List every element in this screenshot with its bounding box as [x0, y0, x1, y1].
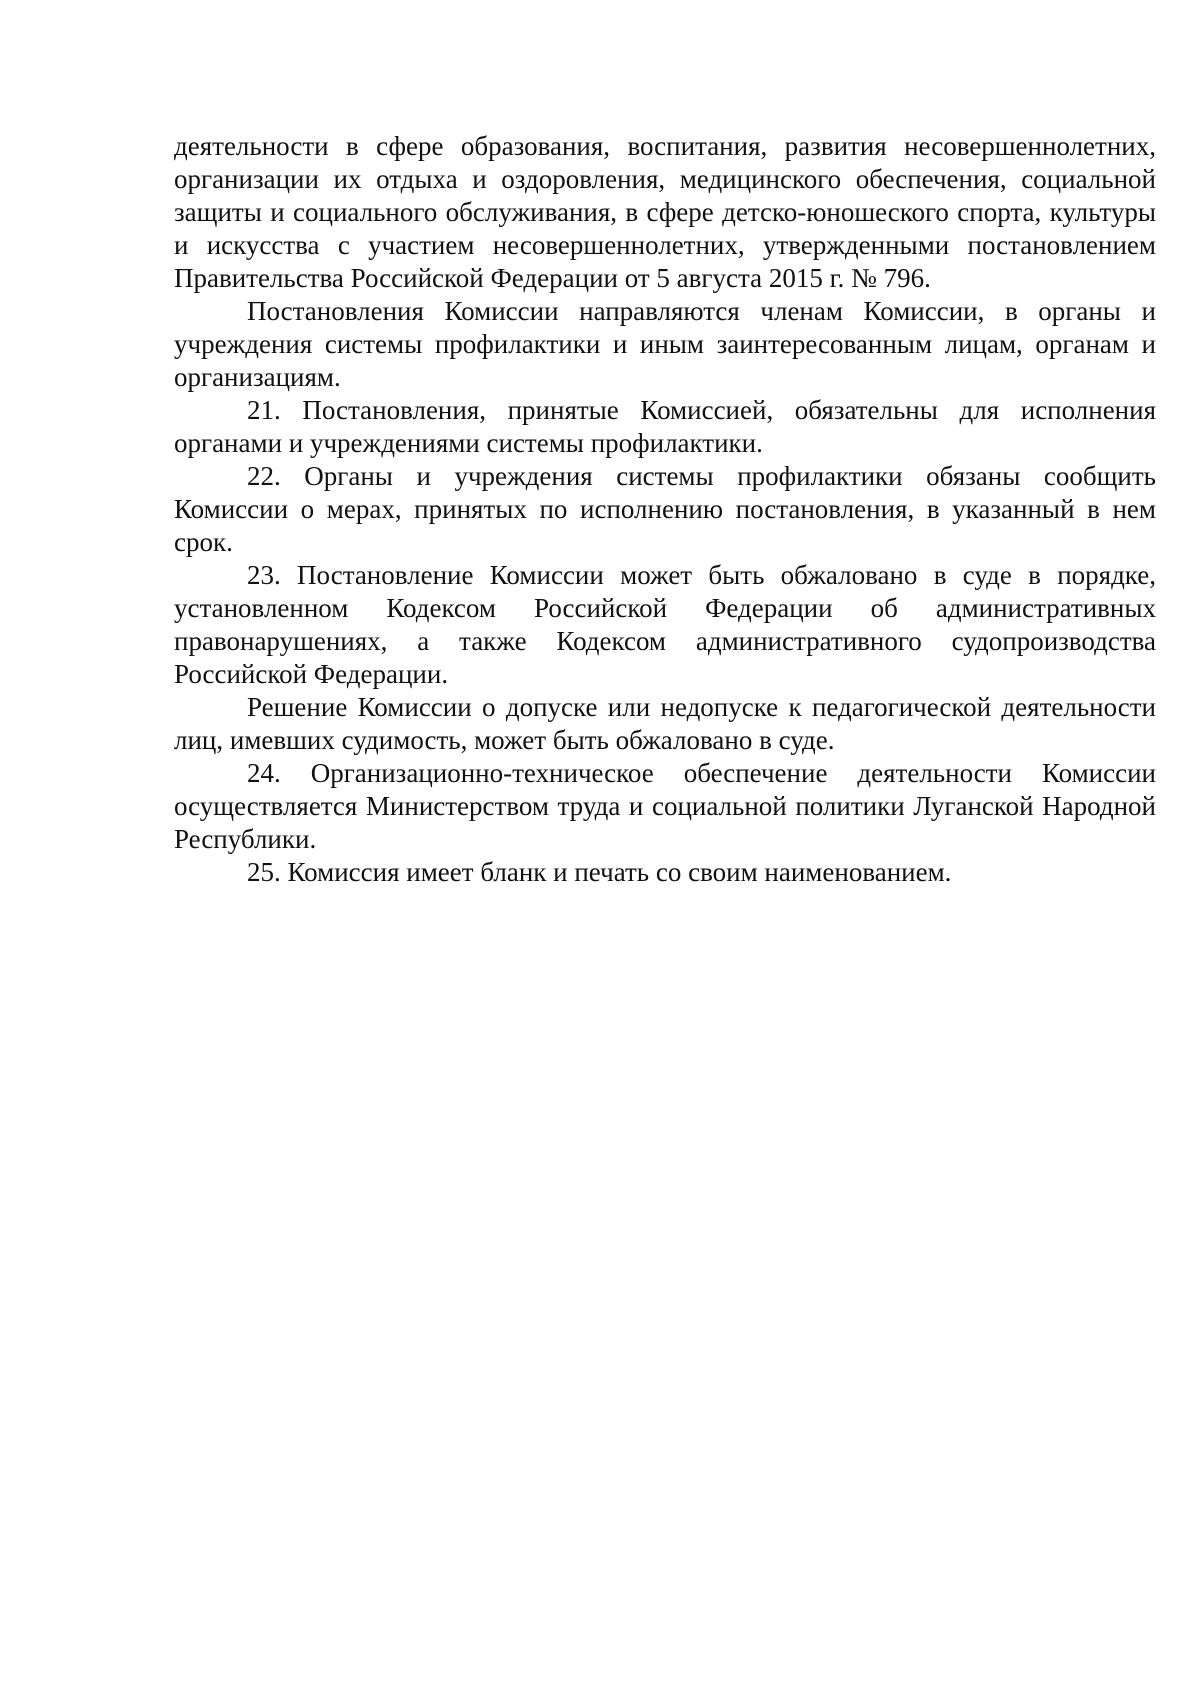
- paragraph-item-21: 21. Постановления, принятые Комиссией, обязательны для исполнения органами и учреждениями системы профилактики.: [174, 395, 1156, 458]
- document-body: [174, 130, 1156, 889]
- paragraph-resolutions-sent: Постановления Комиссии направляются членам Комиссии, в органы и учреждения системы профилактики и иным заинтересованным лицам, органам и организациям.: [174, 296, 1156, 392]
- paragraph-continuation: деятельности в сфере образования, воспитания, развития несовершеннолетних, организации их отдыха и оздоровления, медицинского обеспечения, социальной защиты и социального обслуживания, в сфере детско-юношеского спорта, культуры и искусства с участием несовершеннолетних, утвержденными постановлением Правительства Российской Федерации от 5 августа 2015 г. № 796.: [174, 131, 1156, 293]
- paragraph-item-24: 24. Организационно-техническое обеспечение деятельности Комиссии осуществляется Министерством труда и социальной политики Луганской Народной Республики.: [174, 758, 1156, 854]
- paragraph-item-25: 25. Комиссия имеет бланк и печать со своим наименованием.: [247, 857, 952, 887]
- paragraph-item-23: 23. Постановление Комиссии может быть обжаловано в суде в порядке, установленном Кодексом Российской Федерации об административных правонарушениях, а также Кодексом административного судопроизводства Российской Федерации.: [174, 560, 1156, 689]
- paragraph-decision-appeal: Решение Комиссии о допуске или недопуске к педагогической деятельности лиц, имевших судимость, может быть обжаловано в суде.: [174, 692, 1156, 755]
- paragraph-item-22: 22. Органы и учреждения системы профилактики обязаны сообщить Комиссии о мерах, принятых по исполнению постановления, в указанный в нем срок.: [174, 461, 1156, 557]
